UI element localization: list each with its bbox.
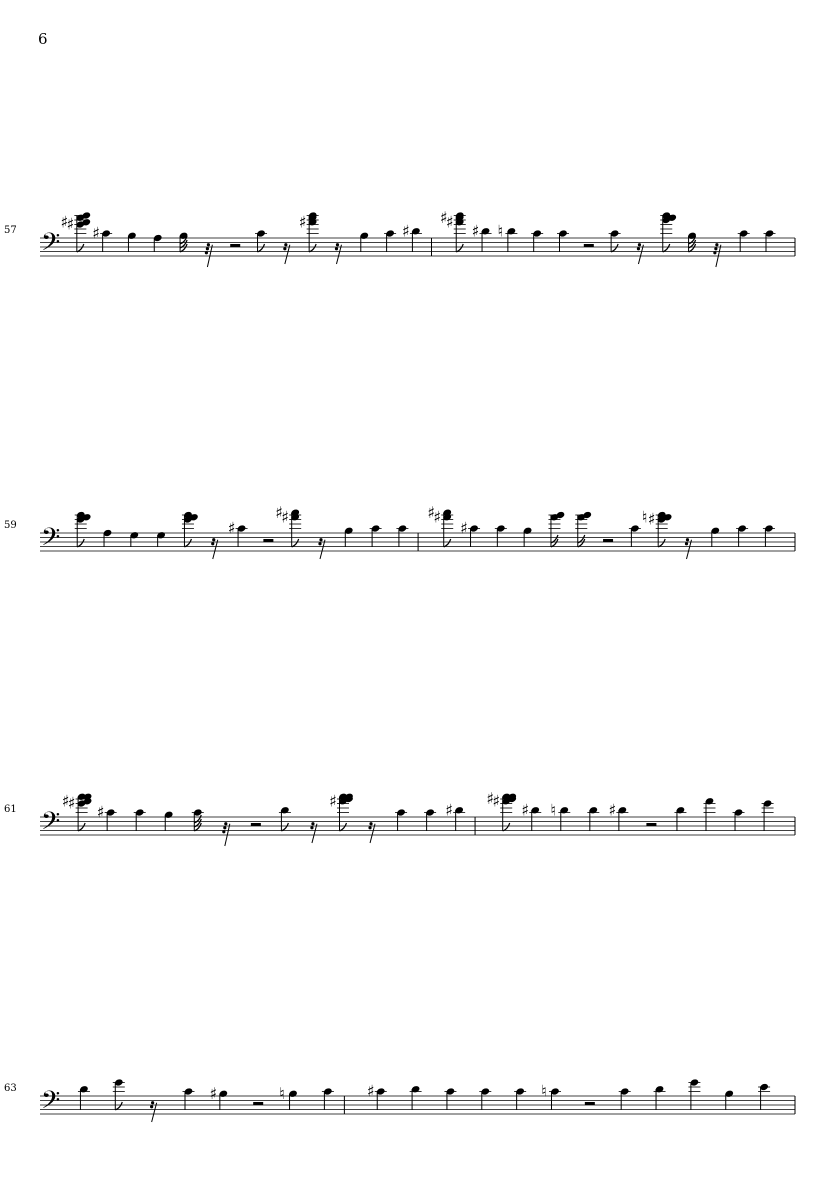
note: [736, 524, 748, 547]
rest-dot: [335, 247, 338, 250]
rest-dot: [714, 247, 717, 250]
rest-dot: [212, 538, 215, 541]
sharp-icon: ♯: [445, 800, 453, 820]
sharp-icon: ♯: [401, 221, 410, 241]
rest-dot: [319, 538, 322, 541]
note: [78, 1085, 90, 1110]
sharp-icon: ♯: [492, 791, 500, 811]
note: [609, 229, 621, 252]
half-rest-icon: [646, 823, 656, 826]
note: [654, 1085, 666, 1110]
note: [156, 531, 166, 547]
flag: [292, 539, 299, 547]
note: [153, 234, 163, 252]
note: [360, 232, 370, 252]
sharp-icon: ♯: [366, 1081, 375, 1101]
note: [763, 524, 775, 547]
natural-icon: ♮: [550, 800, 557, 820]
flag: [77, 244, 84, 252]
rest-dot: [336, 243, 339, 246]
flag: [184, 539, 191, 547]
sharp-icon: ♯: [60, 212, 69, 232]
note: [495, 524, 507, 547]
note: [642, 507, 673, 547]
note: [486, 789, 517, 831]
note: [548, 511, 565, 547]
note: [444, 1087, 456, 1110]
sharp-icon: ♯: [67, 793, 76, 813]
sharp-icon: ♯: [298, 212, 307, 232]
sharp-icon: ♯: [66, 214, 75, 234]
half-rest-icon: [585, 1102, 595, 1105]
note: [660, 211, 677, 252]
rest-icon: [310, 822, 317, 843]
sharp-icon: ♯: [471, 221, 480, 241]
sharp-icon: ♯: [96, 802, 105, 822]
note: [575, 511, 592, 547]
note: [134, 808, 146, 831]
note: [531, 229, 543, 252]
rest-dot: [151, 1101, 154, 1104]
flag: [444, 539, 451, 547]
flag: [339, 823, 346, 831]
sharp-icon: ♯: [439, 207, 448, 227]
note: [427, 503, 453, 547]
note: [395, 808, 407, 831]
note: [329, 791, 354, 831]
rest-dot: [222, 830, 225, 833]
note: [587, 806, 599, 831]
rest-icon: [335, 243, 342, 264]
natural-icon: ♮: [279, 1083, 285, 1103]
bass-clef-icon: 𝄢: [41, 523, 61, 558]
systems: [4, 208, 795, 1122]
sharp-icon: ♯: [92, 223, 100, 243]
rest-dot: [715, 243, 718, 246]
note: [479, 1087, 491, 1110]
note: [557, 229, 569, 252]
rest-dot: [369, 822, 372, 825]
note: [279, 1084, 298, 1110]
note: [629, 524, 641, 547]
rest-dot: [150, 1105, 153, 1108]
rest-dot: [311, 822, 314, 825]
flag: [611, 244, 618, 252]
note: [255, 229, 267, 252]
sharp-icon: ♯: [647, 509, 656, 529]
half-rest-icon: [584, 244, 594, 247]
rest-dot: [223, 826, 226, 829]
half-rest-icon: [251, 823, 261, 826]
half-rest-icon: [263, 539, 273, 542]
rest-dot: [368, 826, 371, 829]
flag: [115, 1102, 122, 1110]
half-rest-icon: [253, 1102, 263, 1105]
note: [344, 527, 354, 547]
rest-dot: [224, 822, 227, 825]
rest-icon: [283, 243, 290, 264]
note: [738, 229, 750, 252]
rest-icon: [368, 822, 375, 843]
measure-number: 59: [4, 520, 17, 531]
note: [619, 1087, 631, 1110]
natural-icon: ♮: [641, 507, 648, 527]
sharp-icon: ♯: [433, 507, 441, 527]
note: [724, 1090, 734, 1110]
rest-icon: [685, 538, 692, 559]
sharp-icon: ♯: [61, 791, 70, 811]
note: [733, 808, 745, 831]
note: [370, 524, 382, 547]
sharp-icon: ♯: [328, 791, 337, 811]
note: [322, 1087, 334, 1110]
rest-dot: [310, 826, 313, 829]
measure-number: 57: [4, 225, 17, 236]
rest-dot: [713, 251, 716, 254]
bass-clef-icon: 𝄢: [41, 228, 61, 263]
rest-dot: [205, 251, 208, 254]
rest-dot: [318, 542, 321, 545]
page-number: 6: [38, 30, 48, 48]
note: [687, 232, 697, 252]
measure-number: 63: [4, 1083, 17, 1094]
rest-dot: [686, 538, 689, 541]
note: [192, 808, 204, 831]
note: [299, 211, 319, 252]
note: [523, 527, 533, 547]
note: [62, 791, 93, 831]
flag: [77, 539, 84, 547]
note: [758, 1083, 770, 1110]
natural-icon: ♮: [540, 1081, 547, 1101]
flag: [663, 244, 670, 252]
sharp-icon: ♯: [460, 518, 468, 538]
flag: [456, 244, 463, 252]
sharp-icon: ♯: [209, 1083, 218, 1103]
rest-dot: [211, 542, 214, 545]
bass-clef-icon: 𝄢: [41, 807, 61, 842]
note: [514, 1087, 526, 1110]
sharp-icon: ♯: [486, 789, 494, 808]
note: [384, 229, 396, 252]
note: [440, 208, 466, 252]
rest-icon: [637, 243, 644, 264]
note: [103, 529, 113, 547]
note: [424, 808, 436, 831]
bass-clef-icon: 𝄢: [41, 1086, 61, 1121]
note: [164, 811, 174, 831]
system: [4, 1078, 795, 1122]
system: [4, 789, 795, 846]
measure-number: 61: [4, 804, 17, 815]
flag: [658, 539, 665, 547]
natural-icon: ♮: [497, 221, 504, 241]
note: [127, 232, 137, 252]
sharp-icon: ♯: [281, 507, 289, 527]
note: [396, 524, 408, 547]
sharp-icon: ♯: [227, 518, 236, 538]
sharp-icon: ♯: [275, 502, 283, 522]
flag: [258, 244, 265, 252]
sharp-icon: ♯: [521, 800, 529, 820]
note: [182, 511, 199, 547]
note: [410, 1085, 422, 1110]
rest-dot: [685, 542, 688, 545]
rest-icon: [211, 538, 218, 559]
note: [182, 1087, 194, 1110]
half-rest-icon: [230, 244, 240, 247]
rest-dot: [206, 247, 209, 250]
note: [60, 211, 91, 252]
note: [75, 511, 92, 547]
flag: [281, 823, 288, 831]
half-rest-icon: [603, 539, 613, 542]
sharp-icon: ♯: [427, 502, 435, 522]
flag: [78, 823, 85, 831]
note: [764, 229, 776, 252]
note: [179, 232, 189, 252]
system: [4, 208, 795, 267]
system: [4, 503, 795, 559]
sharp-icon: ♯: [445, 212, 454, 232]
note: [674, 806, 686, 831]
rest-icon: [150, 1101, 157, 1122]
rest-dot: [283, 247, 286, 250]
flag: [309, 244, 316, 252]
note: [130, 531, 140, 547]
note: [279, 806, 291, 831]
rest-icon: [318, 538, 325, 559]
note: [275, 503, 301, 547]
flag: [503, 823, 510, 831]
rest-dot: [207, 243, 210, 246]
rest-dot: [284, 243, 287, 246]
note: [209, 1084, 228, 1110]
rest-dot: [637, 247, 640, 250]
note: [711, 527, 721, 547]
rest-dot: [638, 243, 641, 246]
sharp-icon: ♯: [608, 800, 617, 820]
